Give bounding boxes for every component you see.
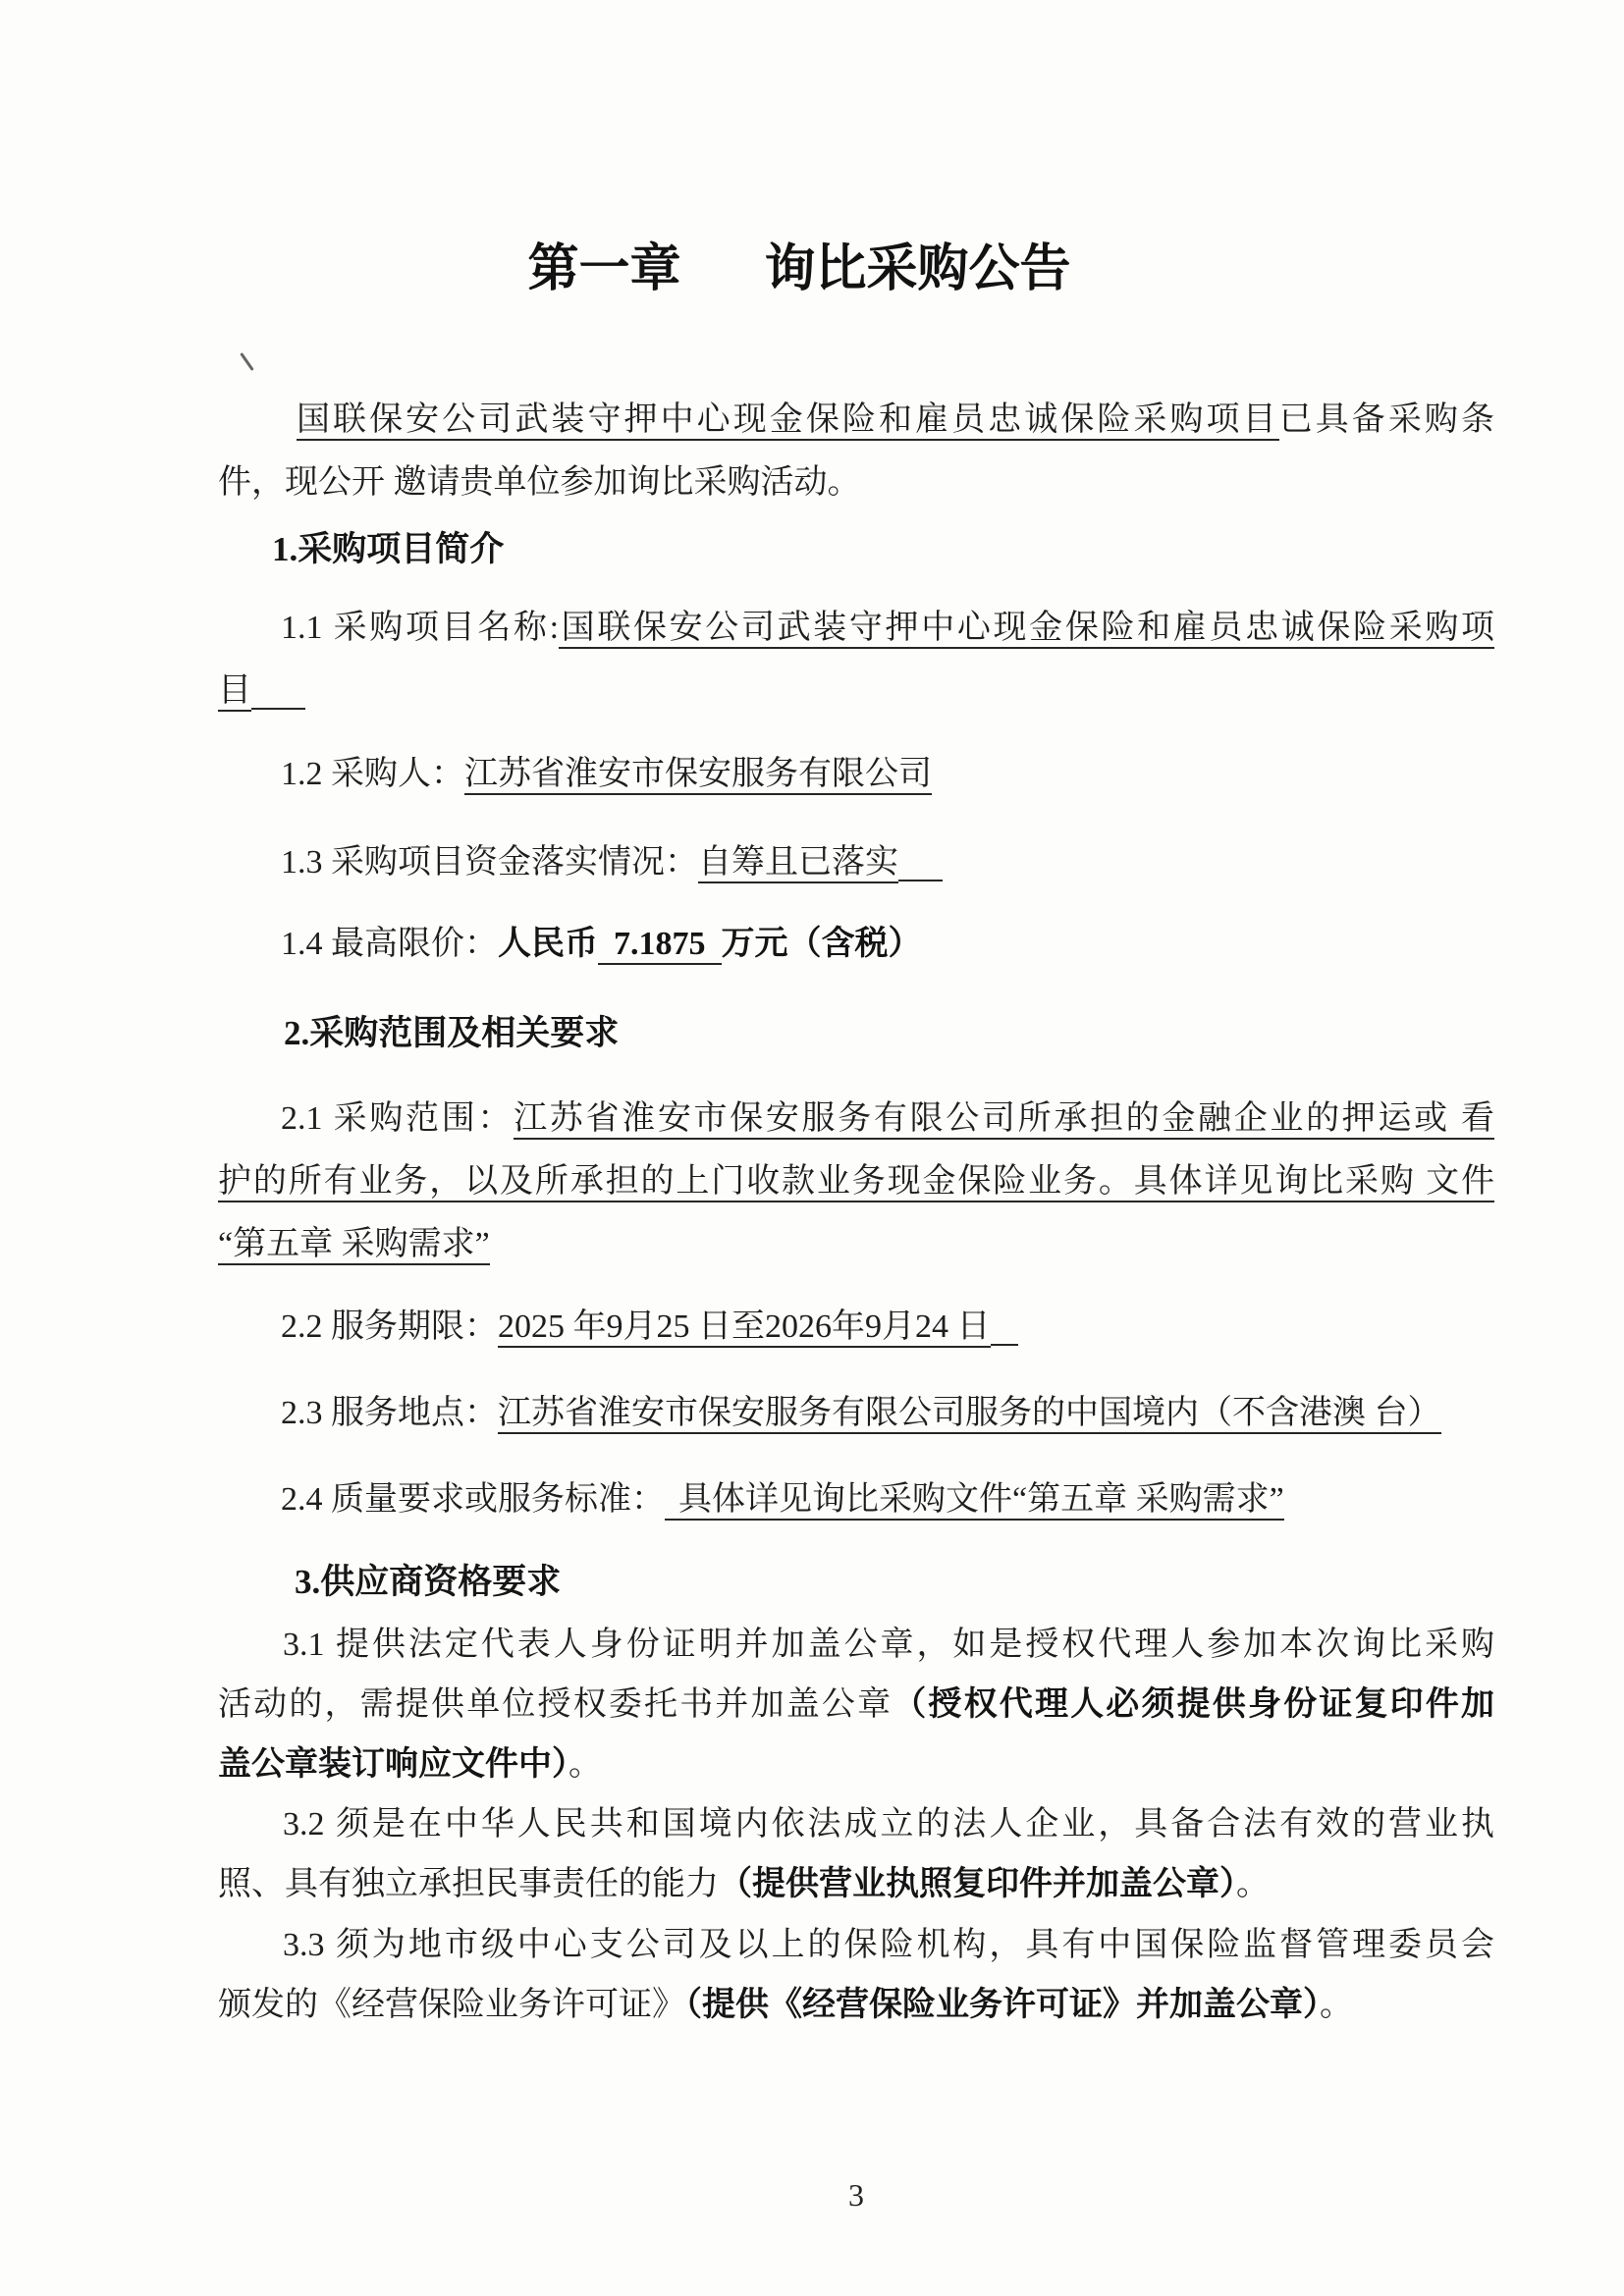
underline-extension (991, 1344, 1018, 1346)
item-2-1 (218, 1088, 1494, 1276)
item-2-3-label: 2.3 服务地点： (281, 1395, 498, 1431)
item-3-3-text: 颁发的《经营保险业务许可证》 (218, 1987, 685, 2023)
item-2-4-value: 具体详见询比采购文件“第五章 采购需求” (665, 1481, 1284, 1521)
item-1-4-amount: 7.1875 (598, 926, 722, 965)
item-1-4 (218, 913, 1494, 976)
item-1-4-suffix: 万元（含税） (721, 926, 922, 962)
item-3-3-bold-note: （提供《经营保险业务许可证》并加盖公章） (685, 1987, 1320, 2023)
chapter-name: 询比采购公告 (764, 241, 1071, 297)
item-3-2-period: 。 (1236, 1866, 1270, 1902)
page-number: 3 (848, 2177, 864, 2213)
item-1-1-value: 国联保安公司武装守押中心现金保险和雇员忠诚保险采购项 (559, 610, 1494, 649)
item-1-3-label: 1.3 采购项目资金落实情况： (281, 844, 698, 881)
item-2-1-value-cont: 护的所有业务，以及所承担的上门收款业务现金保险业务。具体详见询比采购 文件 (218, 1163, 1494, 1202)
underline-extension (898, 880, 943, 881)
item-2-2-label: 2.2 服务期限： (281, 1308, 498, 1345)
item-1-3-value: 自筹且已落实 (698, 844, 898, 883)
intro-paragraph (218, 389, 1494, 514)
item-3-1 (218, 1615, 1494, 1794)
section2-heading: 2.采购范围及相关要求 (284, 1014, 620, 1052)
item-3-1-text: 活动的，需提供单位授权委托书并加盖公章 (218, 1686, 893, 1723)
item-2-1-value-cont2: “第五章 采购需求” (218, 1226, 490, 1265)
item-1-1 (218, 597, 1494, 722)
intro-line-1 (218, 389, 1494, 452)
item-3-2-line-1: 3.2 须是在中华人民共和国境内依法成立的法人企业，具备合法有效的营业执 (283, 1806, 1494, 1842)
item-3-1-bold-note: （授权代理人必须提供身份证复印件加 (893, 1686, 1495, 1723)
item-2-1-line-1 (218, 1088, 1494, 1150)
item-2-1-label: 2.1 采购范围： (281, 1100, 514, 1137)
item-3-1-period: 。 (568, 1746, 602, 1783)
intro-line-2: 件，现公开 邀请贵单位参加询比采购活动。 (218, 464, 861, 501)
item-2-1-value: 江苏省淮安市保安服务有限公司所承担的金融企业的押运或 看 (514, 1100, 1494, 1140)
intro-project-name: 国联保安公司武装守押中心现金保险和雇员忠诚保险采购项目 (297, 401, 1279, 441)
item-2-2 (218, 1296, 1494, 1359)
item-3-2-text: 照、具有独立承担民事责任的能力 (218, 1866, 719, 1902)
item-1-1-line-1 (218, 597, 1494, 660)
item-1-2-value: 江苏省淮安市保安服务有限公司 (464, 756, 932, 795)
item-1-1-label: 1.1 采购项目名称: (281, 610, 560, 646)
item-2-3 (218, 1382, 1494, 1445)
item-3-1-line-2 (218, 1675, 1494, 1735)
section3-heading: 3.供应商资格要求 (295, 1563, 562, 1601)
section1-heading: 1.采购项目简介 (272, 530, 505, 568)
item-3-2-bold-note: （提供营业执照复印件并加盖公章） (719, 1866, 1236, 1902)
item-1-1-line-2 (218, 660, 1494, 722)
item-3-3 (218, 1915, 1494, 2035)
item-1-3 (218, 831, 1494, 894)
item-3-3-line-1: 3.3 须为地市级中心支公司及以上的保险机构，具有中国保险监督管理委员会 (283, 1927, 1494, 1963)
item-3-1-bold-note-cont: 盖公章装订响应文件中） (218, 1746, 568, 1783)
item-3-2 (218, 1794, 1494, 1914)
item-1-1-value-cont: 目 (218, 672, 251, 712)
item-2-4-label: 2.4 质量要求或服务标准： (281, 1481, 665, 1518)
stray-pen-mark (240, 352, 254, 371)
item-3-3-line-2 (218, 1975, 1494, 2035)
item-2-2-value: 2025 年9月25 日至2026年9月24 日 (498, 1308, 991, 1348)
item-3-2-line-2 (218, 1854, 1494, 1914)
item-3-1-line-3 (218, 1735, 1494, 1794)
chapter-title (161, 238, 1437, 302)
item-3-1-line-1: 3.1 提供法定代表人身份证明并加盖公章，如是授权代理人参加本次询比采购 (283, 1627, 1494, 1663)
item-1-4-currency: 人民币 (498, 926, 598, 962)
item-1-4-label: 1.4 最高限价： (281, 926, 498, 962)
item-3-3-period: 。 (1320, 1987, 1353, 2023)
item-2-1-line-2 (218, 1150, 1494, 1213)
intro-line1-rest: 已具备采购条 (1278, 401, 1494, 438)
item-2-4 (218, 1468, 1494, 1531)
item-2-1-line-3 (218, 1213, 1494, 1276)
page-footer (218, 2172, 1494, 2217)
chapter-number: 第一章 (527, 241, 681, 297)
item-1-2-label: 1.2 采购人： (281, 756, 464, 792)
underline-extension (251, 708, 305, 710)
section3-body (218, 1615, 1494, 2035)
item-2-3-value: 江苏省淮安市保安服务有限公司服务的中国境内（不含港澳 台） (498, 1395, 1441, 1434)
item-1-2 (218, 743, 1494, 806)
